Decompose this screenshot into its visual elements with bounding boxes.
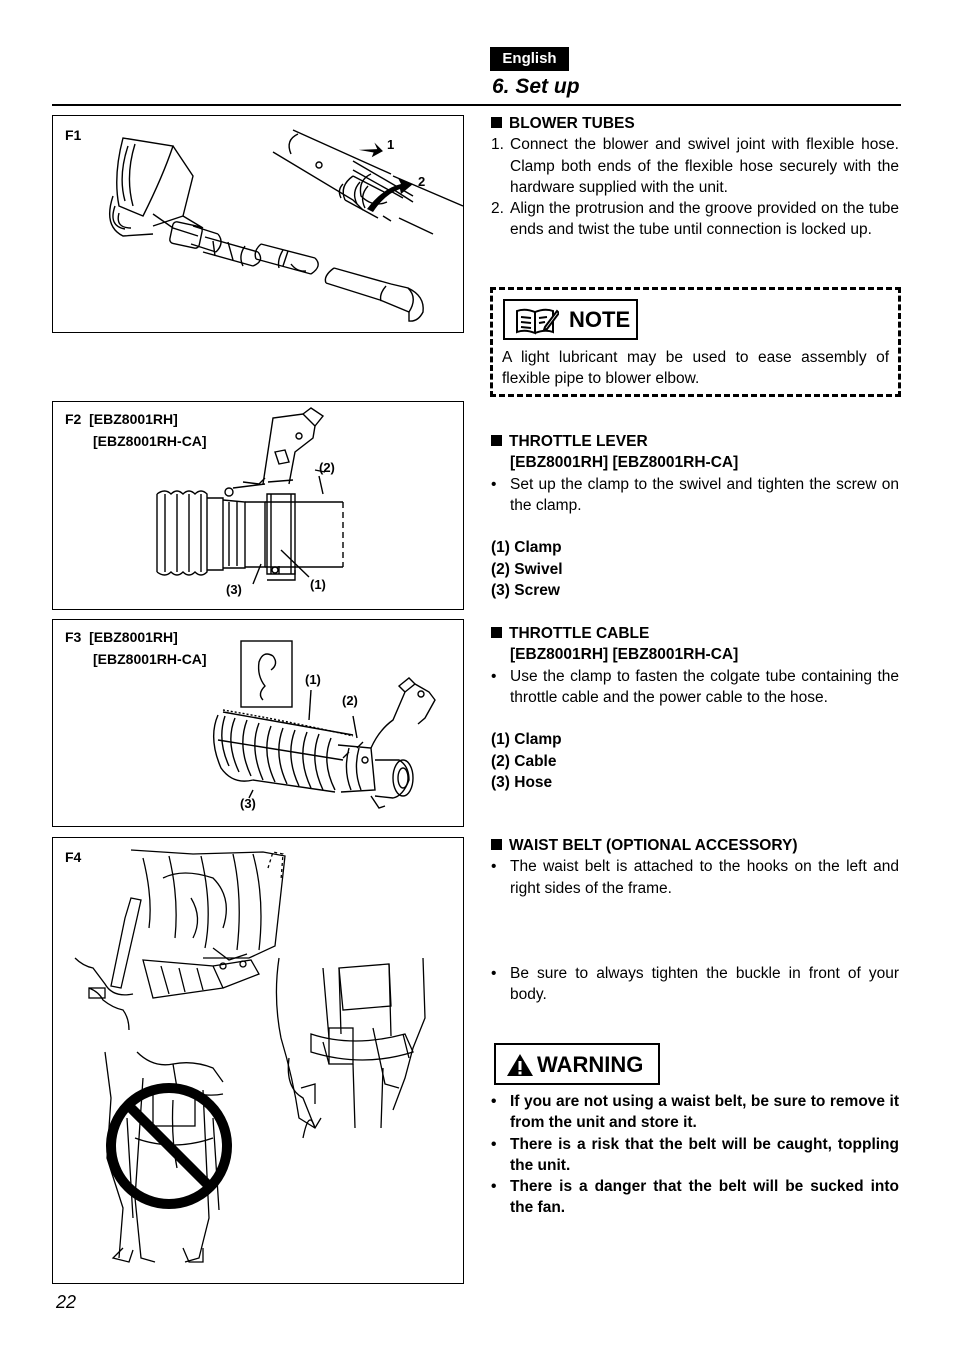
list-item: • Set up the clamp to the swivel and tighten the screw on the clamp. bbox=[491, 475, 899, 514]
waist-belt-illustration bbox=[53, 838, 463, 1283]
blower-tubes-heading: BLOWER TUBES bbox=[491, 113, 899, 134]
warning-badge bbox=[494, 1043, 660, 1085]
figure-model-1: [EBZ8001RH] bbox=[89, 629, 178, 645]
note-text: A light lubricant may be used to ease assembly of flexible pipe to blower elbow. bbox=[502, 349, 889, 388]
warning-triangle-icon bbox=[506, 1053, 534, 1077]
blower-tubes-section bbox=[491, 113, 899, 241]
square-bullet-icon bbox=[491, 627, 502, 638]
figure-f1 bbox=[52, 115, 464, 333]
throttle-cable-heading: THROTTLE CABLE bbox=[491, 623, 899, 644]
figure-model-2: [EBZ8001RH-CA] bbox=[93, 433, 207, 449]
list-item: • Use the clamp to fasten the colgate tube containing the throttle cable and the power cable to the hose. bbox=[491, 667, 899, 706]
list-item: • There is a risk that the belt will be caught, toppling the unit. bbox=[491, 1135, 899, 1174]
square-bullet-icon bbox=[491, 839, 502, 850]
callout-1: (1) bbox=[310, 577, 326, 592]
part-label: (1) Clamp bbox=[491, 539, 562, 557]
list-item: 1. Connect the blower and swivel joint with flexible hose. Clamp both ends of the flexible hose securely with the hardware supplied with the unit. bbox=[491, 136, 899, 196]
figure-f2 bbox=[52, 401, 464, 610]
throttle-cable-illustration bbox=[53, 620, 463, 826]
callout-1: 1 bbox=[387, 137, 395, 152]
square-bullet-icon bbox=[491, 435, 502, 446]
waist-belt-buckle bbox=[491, 963, 899, 1006]
section-title: 6. Set up bbox=[492, 75, 580, 98]
list-item: 2. Align the protrusion and the groove provided on the tube ends and twist the tube until connection is locked up. bbox=[491, 200, 899, 239]
callout-2: (2) bbox=[342, 693, 358, 708]
callout-2: (2) bbox=[319, 460, 335, 475]
figure-f4 bbox=[52, 837, 464, 1284]
throttle-cable-models: [EBZ8001RH] [EBZ8001RH-CA] bbox=[510, 646, 739, 664]
callout-2: 2 bbox=[418, 174, 426, 189]
waist-belt-heading: WAIST BELT (OPTIONAL ACCESSORY) bbox=[491, 835, 899, 856]
warning-list bbox=[491, 1091, 899, 1219]
list-item: • There is a danger that the belt will be sucked into the fan. bbox=[491, 1178, 899, 1217]
square-bullet-icon bbox=[491, 117, 502, 128]
throttle-lever-models: [EBZ8001RH] [EBZ8001RH-CA] bbox=[510, 454, 739, 472]
part-label: (3) Hose bbox=[491, 774, 553, 792]
part-label: (2) Swivel bbox=[491, 560, 563, 578]
throttle-lever-heading: THROTTLE LEVER bbox=[491, 431, 899, 452]
figure-label-id: F2 bbox=[65, 411, 82, 427]
part-label: (1) Clamp bbox=[491, 731, 562, 749]
callout-3: (3) bbox=[240, 796, 256, 811]
figure-label: F1 bbox=[65, 127, 82, 143]
figure-f3 bbox=[52, 619, 464, 827]
throttle-cable-section bbox=[491, 623, 899, 793]
callout-1: (1) bbox=[305, 672, 321, 687]
blower-tubes-illustration bbox=[53, 116, 463, 332]
list-item: • The waist belt is attached to the hooks on the left and right sides of the frame. bbox=[491, 858, 899, 897]
part-label: (3) Screw bbox=[491, 582, 560, 600]
list-item: • Be sure to always tighten the buckle in front of your body. bbox=[491, 965, 899, 1004]
book-pencil-icon bbox=[515, 307, 559, 335]
warning-label: WARNING bbox=[537, 1052, 644, 1077]
callout-3: (3) bbox=[226, 582, 242, 597]
part-label: (2) Cable bbox=[491, 752, 557, 770]
header-rule bbox=[52, 104, 901, 106]
waist-belt-section bbox=[491, 835, 899, 899]
language-badge: English bbox=[490, 47, 569, 71]
figure-label-id: F3 bbox=[65, 629, 82, 645]
page-number: 22 bbox=[56, 1292, 77, 1312]
figure-label: F4 bbox=[65, 849, 82, 865]
figure-model-2: [EBZ8001RH-CA] bbox=[93, 651, 207, 667]
list-item: • If you are not using a waist belt, be sure to remove it from the unit and store it. bbox=[491, 1093, 899, 1132]
throttle-lever-illustration bbox=[53, 402, 463, 609]
figure-model-1: [EBZ8001RH] bbox=[89, 411, 178, 427]
throttle-lever-section bbox=[491, 431, 899, 601]
note-badge bbox=[503, 299, 638, 340]
note-label: NOTE bbox=[569, 307, 631, 332]
